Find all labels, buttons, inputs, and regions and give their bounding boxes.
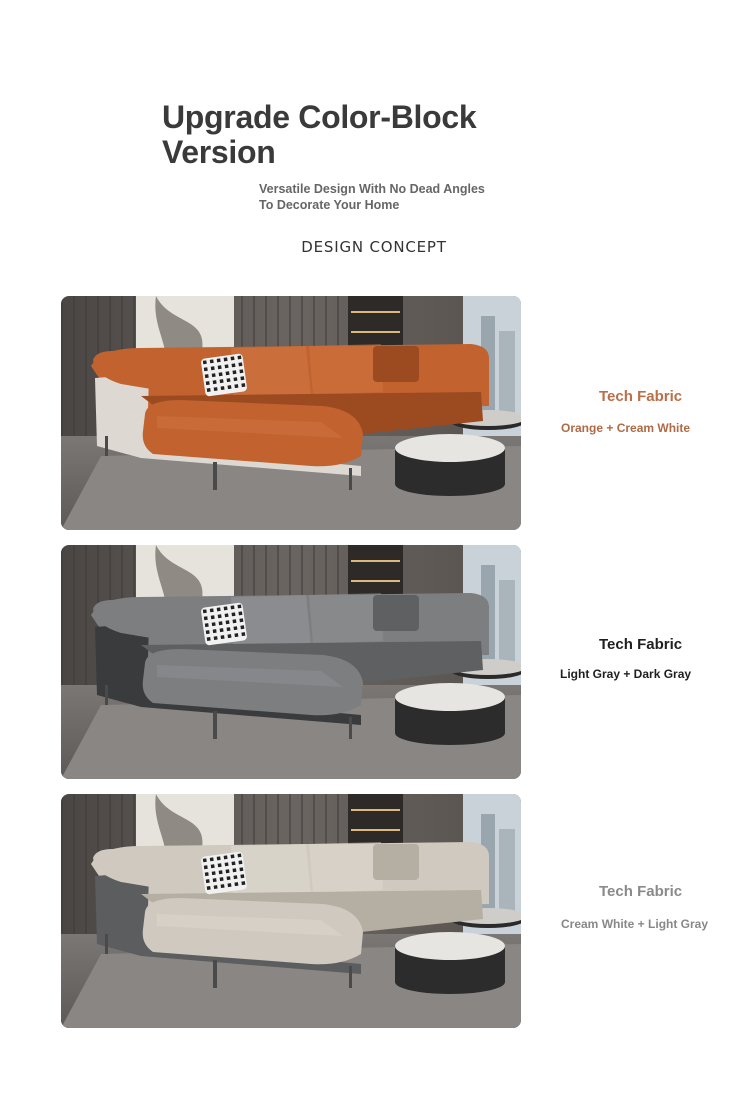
variant-label-1 [554,388,744,435]
subtitle-line-2: To Decorate Your Home [259,197,400,212]
sofa-photo-orange [61,296,521,530]
fabric-name: Tech Fabric [599,636,683,653]
design-concept-label: DESIGN CONCEPT [301,238,447,256]
page-title [162,100,602,170]
fabric-name: Tech Fabric [599,388,683,405]
colorway: Cream White + Light Gray [561,917,709,931]
sofa-photo-gray [61,545,521,779]
subtitle [259,182,519,213]
colorway: Orange + Cream White [561,421,691,435]
title-line-2: Version [162,134,276,170]
variant-label-3 [554,883,744,931]
variant-label-2 [554,636,744,681]
subtitle-line-1: Versatile Design With No Dead Angles [259,182,485,196]
title-line-1: Upgrade Color-Block [162,99,477,135]
fabric-name: Tech Fabric [599,883,683,900]
sofa-photo-cream [61,794,521,1028]
colorway: Light Gray + Dark Gray [560,667,692,681]
